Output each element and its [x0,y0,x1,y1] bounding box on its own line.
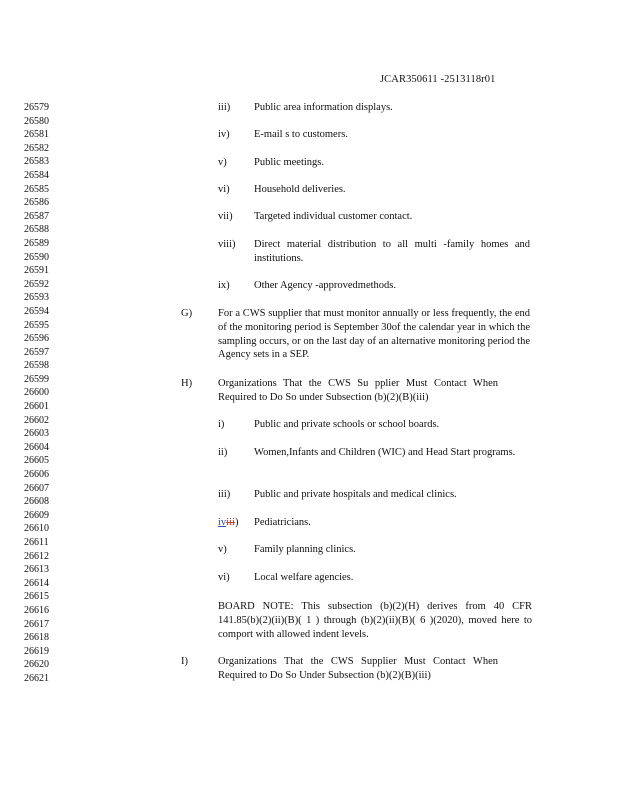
line-number: 26587 [24,210,49,222]
line-number: 26611 [24,537,49,548]
item-text: Women,Infants and Children (WIC) and Head Start programs. [254,447,516,458]
line-number: 26601 [24,401,49,413]
item-label: iii) [218,102,231,113]
item-label: iv) [218,129,230,140]
board-note: BOARD NOTE: This subsection (b)(2)(H) derives from 40 CFR 141.85(b)(2)(ii)(B)( 1 ) through (b)(2)(ii)(B)( 6 )(2020), moved here to comport with allowed indent levels. [218,601,532,640]
section-label: G) [181,308,193,319]
label-suffix: ) [234,517,239,528]
line-numbers [24,101,64,686]
line-number: 26597 [24,346,49,358]
item-text: Direct material distribution to all multi -family homes and institutions. [254,239,530,264]
line-number: 26583 [24,156,49,168]
item-label: v) [218,544,227,555]
item-label: vii) [218,211,233,222]
item-label: vi) [218,184,230,195]
section-label: I) [181,656,188,667]
line-number: 26610 [24,523,49,535]
line-number: 26621 [24,672,49,684]
item-label: ix) [218,280,230,291]
item-label: viii) [218,239,236,250]
line-number: 26605 [24,455,49,467]
section-heading: Organizations That the CWS Su pplier Must Contact When Required to Do So under Subsection (b)(2)(B)(iii) [218,378,498,403]
line-number: 26591 [24,265,49,277]
item-text: Targeted individual customer contact. [254,211,413,222]
line-number: 26593 [24,292,49,304]
line-number: 26599 [24,373,49,385]
line-number: 26609 [24,509,49,521]
item-text: Public and private schools or school boards. [254,419,440,430]
item-label: ii) [218,447,228,458]
line-number: 26614 [24,577,49,589]
line-number: 26590 [24,251,49,263]
line-number: 26579 [24,102,49,113]
line-number: 26620 [24,659,49,671]
item-text: Other Agency -approvedmethods. [254,280,397,291]
item-label: vi) [218,572,230,583]
line-number: 26582 [24,142,49,154]
item-text: Public meetings. [254,157,324,168]
deleted-label: iii [226,517,235,528]
line-number: 26595 [24,319,49,331]
item-text: Public area information displays. [254,102,393,113]
line-number: 26607 [24,482,49,494]
line-number: 26616 [24,604,49,616]
line-number: 26604 [24,441,49,453]
item-label: i) [218,419,225,430]
line-number: 26602 [24,414,49,426]
item-text: Pediatricians. [254,517,311,528]
line-number: 26594 [24,305,49,317]
item-text: Family planning clinics. [254,544,356,555]
line-number: 26606 [24,469,49,481]
line-number: 26600 [24,387,49,399]
line-number: 26589 [24,237,49,249]
line-number: 26619 [24,645,49,657]
line-number: 26586 [24,197,49,209]
line-number: 26618 [24,632,49,644]
line-number: 26581 [24,129,49,141]
section-label: H) [181,378,193,389]
document-id: JCAR350611 -2513118r01 [380,74,496,85]
line-number: 26603 [24,428,49,440]
revised-item-label [218,516,238,530]
item-text: E-mail s to customers. [254,129,348,140]
line-number: 26584 [24,169,49,181]
line-number: 26598 [24,360,49,372]
line-number: 26592 [24,278,49,290]
item-text: Household deliveries. [254,184,346,195]
line-number: 26588 [24,224,49,236]
section-text: For a CWS supplier that must monitor annually or less frequently, the end of the monitoring period is September 30of the calendar year in which the sampling occurs, or on the last day of an alternative monitoring period the Agency sets in a SEP. [218,308,530,361]
line-number: 26612 [24,550,49,562]
line-number: 26615 [24,591,49,603]
line-number: 26608 [24,496,49,508]
line-number: 26585 [24,183,49,195]
item-text: Public and private hospitals and medical clinics. [254,489,457,500]
line-number: 26617 [24,618,49,630]
item-text: Local welfare agencies. [254,572,354,583]
section-heading: Organizations That the CWS Supplier Must Contact When Required to Do So Under Subsection (b)(2)(B)(iii) [218,656,498,681]
line-number: 26580 [24,115,49,127]
inserted-label: iv [218,517,227,528]
line-number: 26613 [24,564,49,576]
line-number: 26596 [24,333,49,345]
item-label: v) [218,157,227,168]
item-label: iii) [218,489,231,500]
